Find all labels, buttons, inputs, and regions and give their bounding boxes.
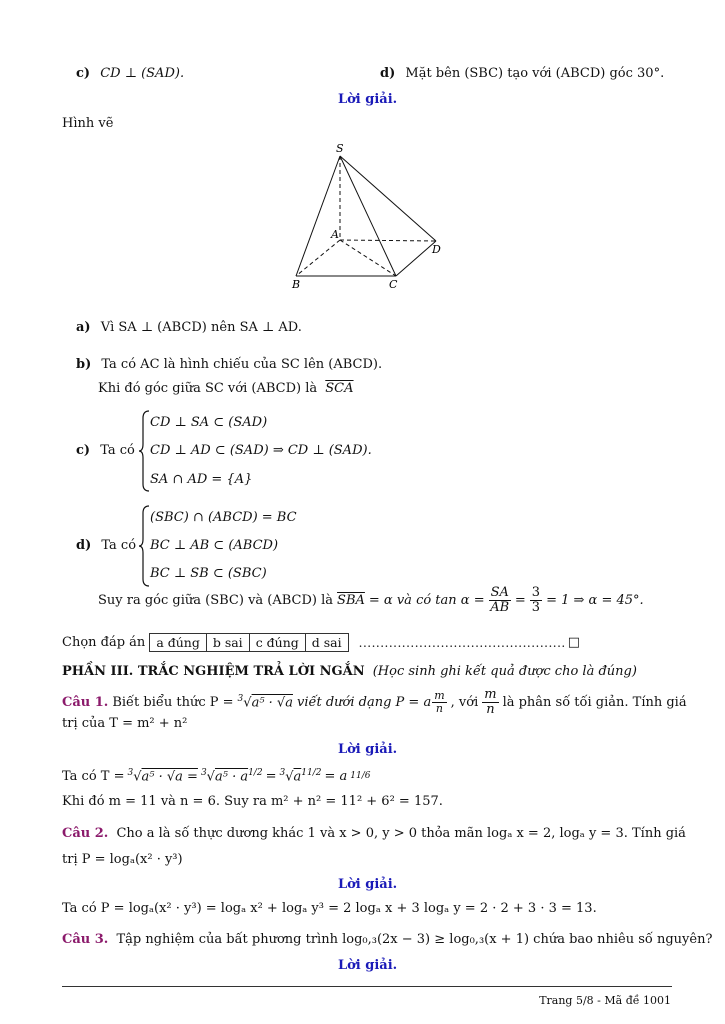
label-C: C	[389, 278, 398, 291]
fraction-1-denominator: AB	[490, 599, 510, 615]
sol1-part-e: a	[293, 769, 302, 785]
choice-cell-d: d sai	[305, 634, 348, 652]
choice-box: □	[567, 635, 581, 650]
edge-CD	[396, 241, 436, 276]
answer-d-conclusion-c: = 1 ⇒ α = 45°.	[546, 592, 644, 608]
fraction-2-denominator: 3	[531, 599, 541, 615]
question-1-solution-1: Ta có T = $^3$√a⁵ · √a = $^3√a^5 \cdot a^{1/2}$ = $^3√a^{11/2}$ = a 11/6	[62, 768, 371, 785]
label-A: A	[331, 228, 339, 241]
question-1-radical: $^3$√a⁵ · √a	[237, 693, 293, 711]
label-D: D	[432, 243, 441, 256]
exponent-numerator: m	[434, 689, 445, 703]
choice-dots: ................................................	[358, 635, 566, 650]
answer-d-fraction-2	[530, 586, 542, 614]
answer-d-prefix: Ta có	[101, 538, 137, 553]
answer-b-line2	[98, 381, 354, 396]
answer-c-line3: SA ∩ AD = {A}	[150, 472, 253, 487]
choice-label: Chọn đáp án	[62, 635, 146, 650]
answer-c-label: c)	[76, 443, 91, 458]
answer-b-label: b)	[76, 357, 92, 372]
question-3-text: Tập nghiệm của bất phương trình log₀,₃(2x − 3) ≥ log₀,₃(x + 1) chứa bao nhiêu số nguyên?	[116, 932, 713, 947]
answer-c-line2: CD ⊥ AD ⊂ (SAD) ⇒ CD ⊥ (SAD).	[150, 443, 372, 458]
answer-b-line2-prefix: Khi đó góc giữa SC với (ABCD) là	[98, 381, 318, 396]
answer-a	[76, 320, 302, 335]
answer-d-angle: $\overline{SBA}$	[337, 592, 365, 608]
answer-a-text: Vì SA ⊥ (ABCD) nên SA ⊥ AD.	[100, 320, 302, 335]
sol1-part-c: a⁵ · a	[214, 769, 249, 785]
answer-d-label: d)	[76, 538, 92, 553]
exponent-denominator: n	[435, 701, 443, 715]
sol1-eleven-sixth: 11/6	[350, 771, 371, 782]
solution-heading-1: Lời giải.	[338, 92, 398, 107]
answer-c	[76, 443, 135, 458]
choice-row	[62, 633, 580, 652]
question-3-label: Câu 3.	[62, 932, 109, 947]
label-B: B	[292, 278, 301, 291]
statement-d	[380, 66, 664, 81]
part3-title: PHẦN III. TRẮC NGHIỆM TRẢ LỜI NGẮN	[62, 664, 365, 679]
question-2-solution: Ta có P = logₐ(x² · y³) = logₐ x² + logₐ y³ = 2 logₐ x + 3 logₐ y = 2 · 2 + 3 · 3 = 13.	[62, 901, 597, 916]
footer-text: Trang 5/8 - Mã đề 1001	[539, 994, 671, 1007]
edge-SC	[340, 156, 396, 276]
question-1-text-d: là phân số tối giản. Tính giá	[502, 694, 687, 710]
sol1-half: 1/2	[248, 768, 263, 778]
answer-d-fraction-1	[489, 586, 511, 614]
question-1-line2: trị của T = m² + n²	[62, 716, 188, 731]
statement-c-label: c)	[76, 66, 91, 81]
sol1-eleven-half: 11/2	[301, 768, 322, 778]
solution-heading-2: Lời giải.	[338, 742, 398, 757]
statement-c-text: CD ⊥ (SAD).	[100, 66, 185, 81]
question-2	[62, 826, 686, 841]
answer-d-conclusion-a: Suy ra góc giữa (SBC) và (ABCD) là	[98, 592, 334, 608]
sol1-part-b: a⁵ · √a =	[141, 769, 198, 785]
part3-note: (Học sinh ghi kết quả được cho là đúng)	[372, 664, 637, 679]
question-1-radicand: a⁵ · √a	[251, 695, 293, 711]
question-2-text: Cho a là số thực dương khác 1 và x > 0, y > 0 thỏa mãn logₐ x = 2, logₐ y = 3. Tính giá	[116, 826, 686, 841]
answer-c-prefix: Ta có	[100, 443, 135, 458]
question-2-label: Câu 2.	[62, 826, 109, 841]
sol1-part-f: = a	[324, 768, 348, 784]
answer-d-conclusion: Suy ra góc giữa (SBC) và (ABCD) là $\overline{SBA}$ = α và có tan α = $\frac{SA}{AB}$ = $\frac{3}{3}$ = 1 ⇒ α = 45°.	[98, 585, 644, 615]
sol1-part-d: =	[265, 768, 277, 784]
pyramid-figure	[280, 140, 450, 295]
answer-d	[76, 538, 136, 553]
solution-heading-3: Lời giải.	[338, 877, 398, 892]
question-1-text-b: viết dưới dạng P = a	[296, 694, 432, 710]
answer-d-line3: BC ⊥ SB ⊂ (SBC)	[150, 566, 267, 581]
sol1-part-a: Ta có T =	[62, 768, 125, 784]
answer-c-brace	[138, 410, 150, 492]
part3-heading	[62, 664, 637, 679]
choice-table	[149, 633, 348, 652]
question-1-solution-2: Khi đó m = 11 và n = 6. Suy ra m² + n² = 11² + 6² = 157.	[62, 794, 443, 809]
label-S: S	[336, 142, 344, 155]
solution-heading-4: Lời giải.	[338, 958, 398, 973]
question-1	[62, 688, 687, 716]
choice-cell-c: c đúng	[249, 634, 305, 652]
question-1-text-a: Biết biểu thức P =	[112, 694, 234, 710]
answer-d-brace	[138, 505, 150, 587]
statement-d-label: d)	[380, 66, 396, 81]
fraction-numerator: m	[484, 687, 497, 702]
answer-b-angle: $\overline{SCA}$	[325, 381, 354, 396]
answer-a-label: a)	[76, 320, 91, 335]
edge-AD	[340, 240, 436, 241]
edge-SD	[340, 156, 436, 241]
answer-c-line1: CD ⊥ SA ⊂ (SAD)	[150, 415, 268, 430]
question-3	[62, 932, 712, 947]
answer-b	[76, 357, 382, 372]
question-1-text-c: , với	[450, 694, 479, 710]
fraction-1-numerator: SA	[490, 585, 509, 600]
choice-cell-b: b sai	[206, 634, 249, 652]
question-2-line2: trị P = logₐ(x² · y³)	[62, 852, 183, 867]
figure-caption: Hình vẽ	[62, 116, 114, 131]
statement-d-text: Mặt bên (SBC) tạo với (ABCD) góc 30°.	[405, 66, 665, 81]
answer-d-line2: BC ⊥ AB ⊂ (ABCD)	[150, 538, 279, 553]
question-1-exponent	[432, 690, 446, 714]
fraction-2-numerator: 3	[531, 585, 541, 600]
choice-cell-a: a đúng	[150, 634, 207, 652]
question-1-fraction	[482, 688, 498, 716]
question-1-label: Câu 1.	[62, 694, 109, 710]
answer-d-conclusion-b: = α và có tan α =	[368, 592, 485, 608]
answer-b-line1: Ta có AC là hình chiếu của SC lên (ABCD).	[101, 357, 383, 372]
fraction-denominator: n	[486, 701, 495, 717]
footer-rule	[62, 986, 672, 987]
statement-c	[76, 66, 184, 81]
answer-d-line1: (SBC) ∩ (ABCD) = BC	[150, 510, 297, 525]
